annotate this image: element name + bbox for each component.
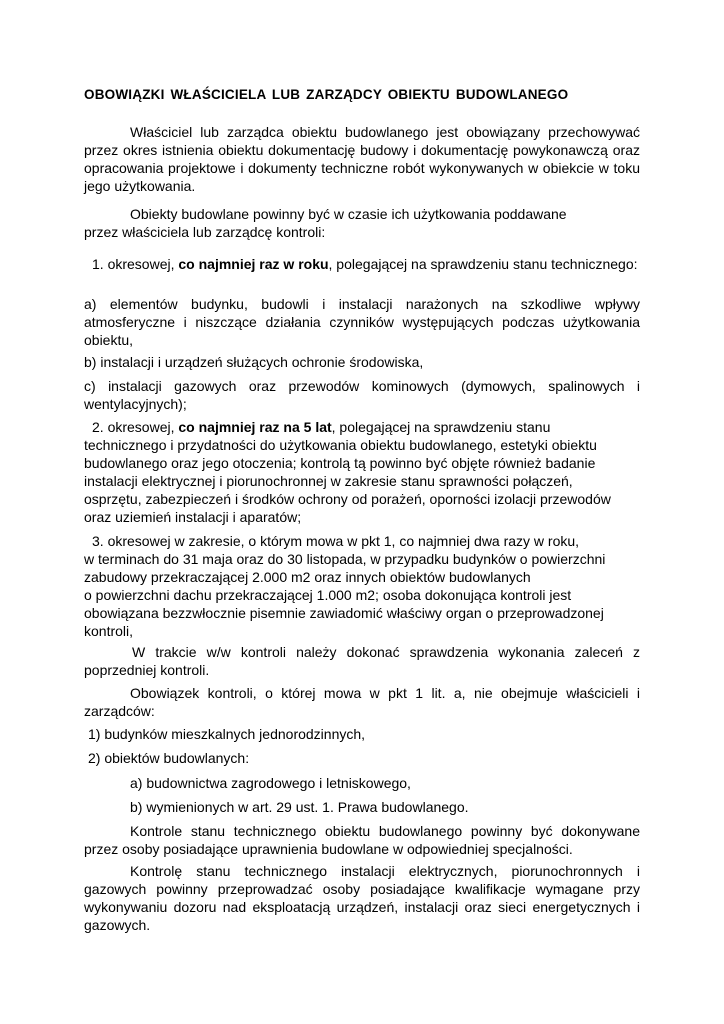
exemption-paragraph: Obowiązek kontroli, o której mowa w pkt 1 lit. a, nie obejmuje właścicieli i zarządców: [84, 685, 640, 719]
exemption-item-1: 1) budynków mieszkalnych jednorodzinnych, [88, 726, 366, 742]
item-3-line-4: o powierzchni dachu przekraczającej 1.000 m2; osoba dokonująca kontroli jest [84, 587, 572, 603]
qualifications-paragraph: Kontrole stanu technicznego obiektu budowlanego powinny być dokonywane przez osoby posiadające uprawnienia budowlane w odpowiedniej specjalności. [84, 823, 640, 857]
item-3-line-6: kontroli, [84, 623, 134, 639]
exemption-item-2a: a) budownictwa zagrodowego i letniskowego, [130, 775, 411, 791]
item-3-line-2: w terminach do 31 maja oraz do 30 listopada, w przypadku budynków o powierzchni [84, 551, 606, 567]
item-1-text-end: , polegającej na sprawdzeniu stanu technicznego: [328, 256, 638, 272]
inspection-intro [84, 205, 640, 241]
item-1 [84, 255, 640, 273]
item-2-line-1 [84, 418, 640, 436]
item-2-line-2: technicznego i przydatności do użytkowania obiektu budowlanego, estetyki obiektu [84, 437, 597, 453]
item-3 [84, 532, 640, 640]
item-2-line-5: osprzętu, zabezpieczeń i środków ochrony od porażeń, oporności izolacji przewodów [84, 491, 611, 507]
item-2-line-6: oraz uziemień instalacji i aparatów; [84, 509, 302, 525]
electrical-paragraph: Kontrolę stanu technicznego instalacji elektrycznych, piorunochronnych i gazowych powinny przeprowadzać osoby posiadające kwalifikacje wymagane przy wykonywaniu dozoru nad eksploatacją urządzeń, instalacji oraz sieci energetycznych i gazowych. [84, 863, 640, 933]
intro-paragraph: Właściciel lub zarządca obiektu budowlanego jest obowiązany przechowywać przez okres istnienia obiektu dokumentację budowy i dokumentację powykonawczą oraz opracowania projektowe i dokumenty techniczne robót wykonywanych w obiekcie w toku jego użytkowania. [84, 124, 640, 194]
exemption-item-2: 2) obiektów budowlanych: [88, 750, 250, 766]
followup-paragraph: W trakcie w/w kontroli należy dokonać sprawdzenia wykonania zaleceń z poprzedniej kontroli. [84, 644, 640, 678]
document-title: OBOWIĄZKI WŁAŚCICIELA LUB ZARZĄDCY OBIEKTU BUDOWLANEGO [84, 87, 569, 102]
item-1-sub-b: b) instalacji i urządzeń służących ochronie środowiska, [84, 354, 424, 370]
exemption-item-2b: b) wymienionych w art. 29 ust. 1. Prawa budowlanego. [130, 799, 469, 815]
item-2-line-3: budowlanego oraz jego otoczenia; kontrolą tą powinno być objęte również badanie [84, 455, 596, 471]
item-1-frequency: co najmniej raz w roku [178, 256, 329, 272]
item-3-line-3: zabudowy przekraczającej 2.000 m2 oraz innych obiektów budowlanych [84, 569, 531, 585]
item-3-line-1: 3. okresowej w zakresie, o którym mowa w pkt 1, co najmniej dwa razy w roku, [92, 533, 580, 549]
item-2-text-start: 2. okresowej, [92, 419, 175, 435]
inspection-intro-line-1: Obiekty budowlane powinny być w czasie ich użytkowania poddawane [130, 206, 567, 222]
item-1-sub-a: a) elementów budynku, budowli i instalacji narażonych na szkodliwe wpływy atmosferyczne i niszczące działania czynników występujących podczas użytkowania obiektu, [84, 296, 640, 348]
item-2 [84, 418, 640, 526]
item-1-text-start: 1. okresowej, [92, 256, 175, 272]
item-3-line-5: obowiązana bezzwłocznie pisemnie zawiadomić właściwy organ o przeprowadzonej [84, 605, 604, 621]
item-1-sub-c: c) instalacji gazowych oraz przewodów kominowych (dymowych, spalinowych i wentylacyjnych); [84, 378, 640, 412]
item-2-line-4: instalacji elektrycznej i piorunochronnej w zakresie stanu sprawności połączeń, [84, 473, 573, 489]
item-2-text-end: , polegającej na sprawdzeniu stanu [331, 419, 551, 435]
inspection-intro-line-2: przez właściciela lub zarządcę kontroli: [84, 224, 326, 240]
item-2-frequency: co najmniej raz na 5 lat [178, 419, 332, 435]
